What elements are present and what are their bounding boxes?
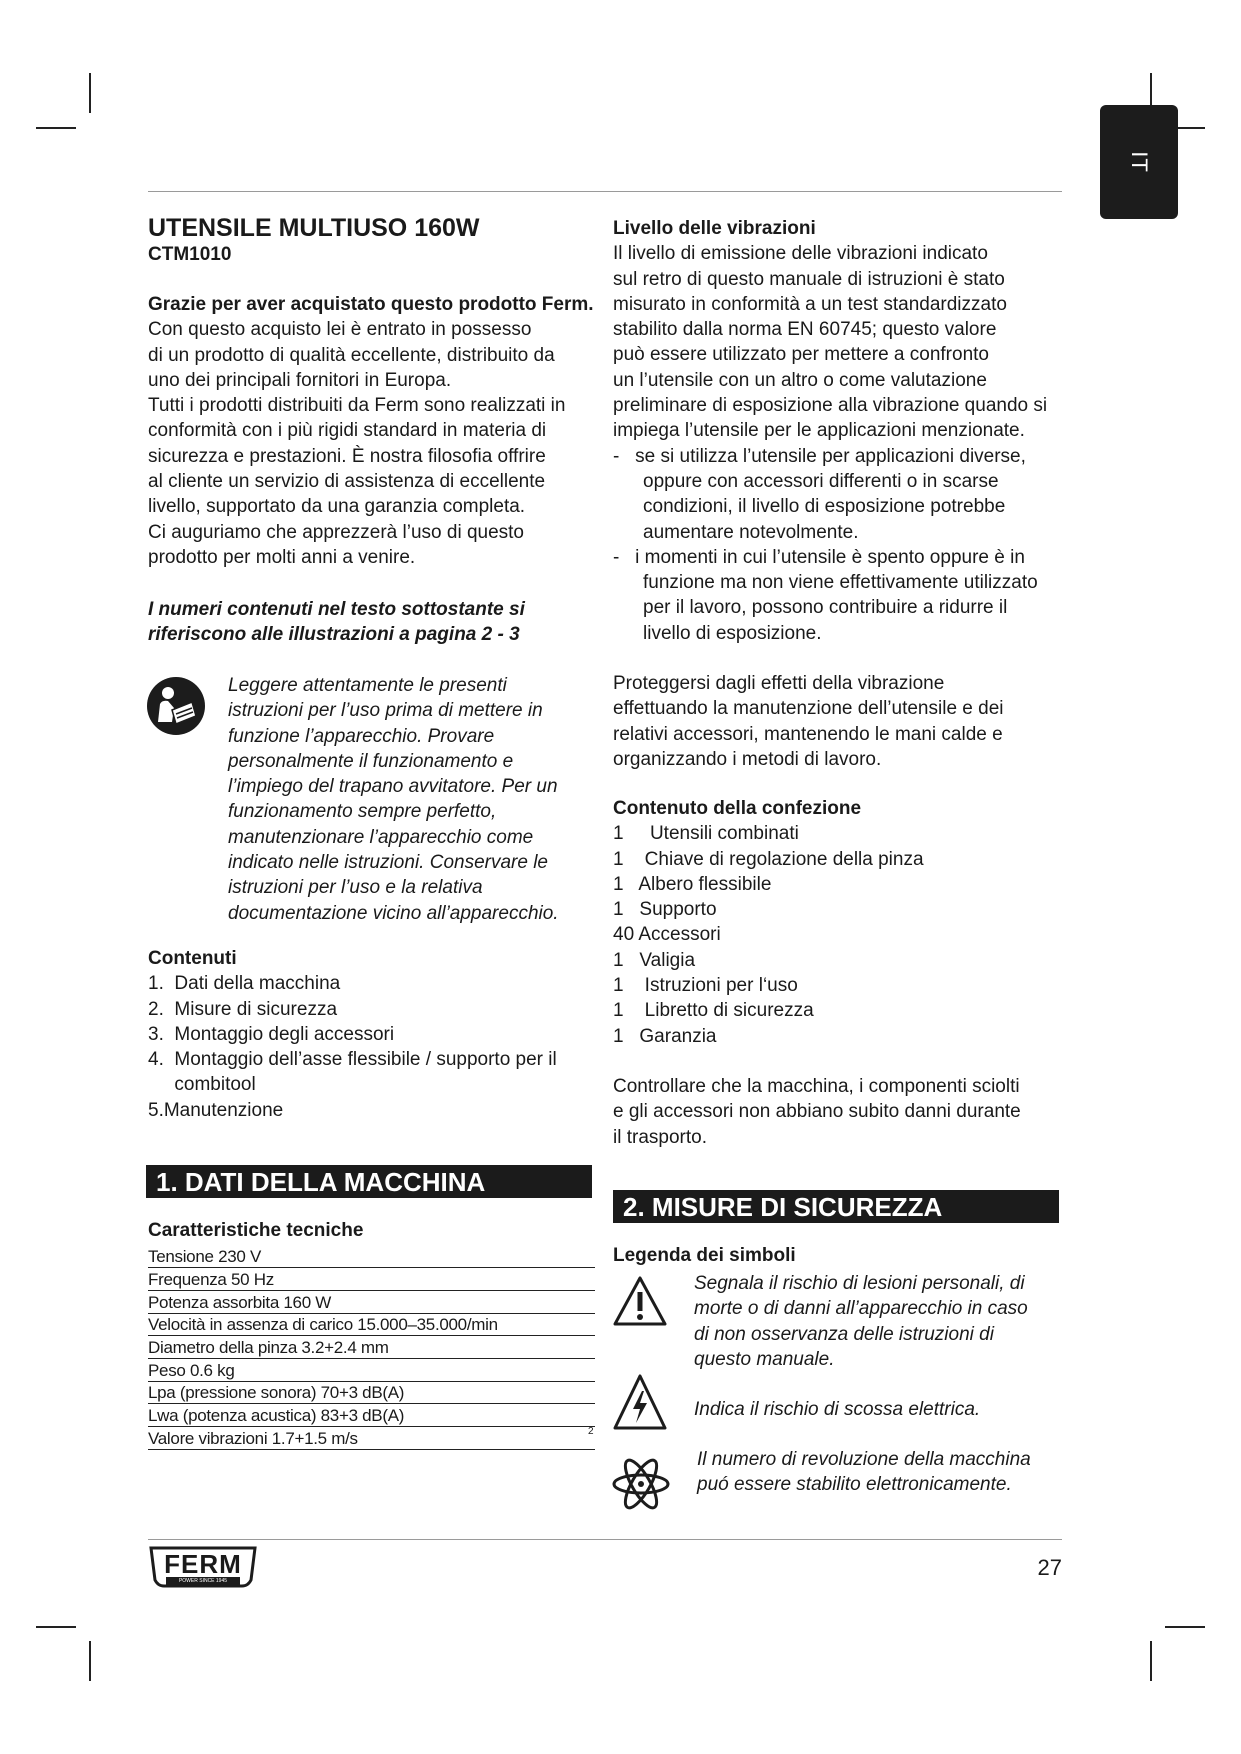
vibration-bullet-line: funzione ma non viene effettivamente utilizzato: [643, 572, 1038, 594]
read-note-line: istruzioni per l’uso prima di mettere in: [228, 700, 543, 722]
read-note-line: Leggere attentamente le presenti: [228, 675, 507, 696]
protect-line: Proteggersi dagli effetti della vibrazione: [613, 673, 945, 694]
symbol-3-line: puó essere stabilito elettronicamente.: [697, 1474, 1012, 1496]
read-note-line: documentazione vicino all’apparecchio.: [228, 902, 559, 924]
intro-line: livello, supportato da una garanzia completa.: [148, 496, 526, 518]
spec-row: Peso 0.6 kg: [148, 1360, 595, 1382]
page-number: 27: [1037, 1555, 1062, 1580]
package-item: 1 Chiave di regolazione della pinza: [613, 848, 924, 870]
contents-item: combitool: [148, 1074, 256, 1096]
vibration-bullet-line: livello di esposizione.: [643, 622, 822, 644]
symbol-3-text: [697, 1447, 1077, 1498]
check-line: Controllare che la macchina, i componenti sciolti: [613, 1076, 1020, 1097]
symbol-1-line: di non osservanza delle istruzioni di: [694, 1323, 994, 1345]
contents-item: 4. Montaggio dell’asse flessibile / supporto per il: [148, 1049, 557, 1071]
vibration-line: misurato in conformità a un test standardizzato: [613, 293, 1007, 315]
check-line: il trasporto.: [613, 1126, 707, 1148]
numbers-note-line: riferiscono alle illustrazioni a pagina 2 - 3: [148, 624, 520, 646]
read-manual-icon: [146, 676, 206, 736]
check-block: [613, 1074, 1073, 1150]
read-note-line: l’impiego del trapano avvitatore. Per un: [228, 776, 558, 798]
vibration-line: sul retro di questo manuale di istruzioni è stato: [613, 268, 1005, 290]
intro-line: sicurezza e prestazioni. È nostra filosofia offrire: [148, 445, 546, 467]
vibration-bullet-line: per il lavoro, possono contribuire a ridurre il: [643, 597, 1008, 619]
package-item: 1 Valigia: [613, 949, 696, 971]
spec-row: Potenza assorbita 160 W: [148, 1292, 595, 1314]
vibration-line: stabilito dalla norma EN 60745; questo valore: [613, 319, 997, 341]
legend-heading: Legenda dei simboli: [613, 1245, 796, 1266]
protect-line: effettuando la manutenzione dell’utensile e dei: [613, 698, 1004, 720]
read-note-line: manutenzionare l’apparecchio come: [228, 826, 534, 848]
section-1-heading: 1. DATI DELLA MACCHINA: [146, 1165, 592, 1198]
spec-row: Lwa (potenza acustica) 83+3 dB(A): [148, 1405, 595, 1427]
spec-row: Velocità in assenza di carico 15.000–35.000/min: [148, 1314, 595, 1336]
protect-line: organizzando i metodi di lavoro.: [613, 748, 882, 770]
intro-line: Tutti i prodotti distribuiti da Ferm sono realizzati in: [148, 395, 566, 417]
symbol-1-line: questo manuale.: [694, 1348, 835, 1370]
thanks-line: Grazie per aver acquistato questo prodotto Ferm.: [148, 294, 594, 315]
read-note-line: indicato nelle istruzioni. Conservare le: [228, 852, 548, 874]
package-item: 1 Istruzioni per l‘uso: [613, 975, 798, 997]
vibration-line: preliminare di esposizione alla vibrazione quando si: [613, 395, 1048, 417]
vibration-line: Il livello di emissione delle vibrazioni indicato: [613, 243, 988, 265]
package-item: 40 Accessori: [613, 924, 721, 946]
package-item: 1 Albero flessibile: [613, 873, 772, 895]
spec-row: Frequenza 50 Hz: [148, 1269, 595, 1291]
spec-row: Valore vibrazioni 1.7+1.5 m/s: [148, 1428, 595, 1450]
ferm-logo-text: FERM: [164, 1549, 242, 1579]
vibration-bullet-line: aumentare notevolmente.: [643, 521, 859, 543]
read-note-line: funzione l’apparecchio. Provare: [228, 725, 495, 747]
numbers-note: [148, 597, 608, 648]
language-tab-label: IT: [1127, 151, 1152, 173]
crop-mark: [36, 1626, 76, 1628]
spec-superscript: 2: [588, 1426, 594, 1437]
symbol-1-line: morte o di danni all’apparecchio in caso: [694, 1298, 1028, 1320]
protect-block: [613, 671, 1073, 772]
ferm-logo: [148, 1544, 258, 1591]
read-note-line: personalmente il funzionamento e: [228, 750, 514, 772]
package-item: 1 Utensili combinati: [613, 823, 799, 845]
model-number: CTM1010: [148, 244, 232, 265]
intro-line: Con questo acquisto lei è entrato in possesso: [148, 319, 532, 341]
vibration-heading: Livello delle vibrazioni: [613, 218, 816, 239]
footer-rule: [148, 1539, 1062, 1540]
intro-line: al cliente un servizio di assistenza di eccellente: [148, 471, 546, 493]
vibration-bullet-line: oppure con accessori differenti o in scarse: [643, 470, 999, 492]
vibration-line: impiega l’utensile per le applicazioni menzionate.: [613, 420, 1025, 442]
vibration-block: [613, 216, 1073, 646]
section-2-heading: 2. MISURE DI SICUREZZA: [613, 1190, 1059, 1223]
vibration-line: può essere utilizzato per mettere a confronto: [613, 344, 989, 366]
symbol-1-line: Segnala il rischio di lesioni personali, di: [694, 1273, 1025, 1294]
protect-line: relativi accessori, mantenendo le mani calde e: [613, 723, 1003, 745]
header-rule: [148, 191, 1062, 192]
ferm-logo-tagline: POWER SINCE 1945: [178, 1578, 228, 1584]
read-note: [228, 673, 608, 926]
symbol-3-line: Il numero di revoluzione della macchina: [697, 1449, 1031, 1470]
intro-block: [148, 292, 608, 570]
package-item: 1 Supporto: [613, 899, 717, 921]
intro-line: prodotto per molti anni a venire.: [148, 546, 416, 568]
intro-line: uno dei principali fornitori in Europa.: [148, 369, 452, 391]
package-item: 1 Libretto di sicurezza: [613, 1000, 814, 1022]
specs-heading: Caratteristiche tecniche: [148, 1220, 364, 1241]
symbol-2-text: Indica il rischio di scossa elettrica.: [694, 1399, 981, 1420]
spec-row: Lpa (pressione sonora) 70+3 dB(A): [148, 1382, 595, 1404]
crop-mark: [89, 73, 91, 113]
spec-row: Tensione 230 V: [148, 1246, 595, 1268]
electronic-speed-icon: [611, 1456, 671, 1512]
symbol-1-text: [694, 1271, 1074, 1372]
spec-row: Diametro della pinza 3.2+2.4 mm: [148, 1337, 595, 1359]
product-title: UTENSILE MULTIUSO 160W: [148, 214, 480, 242]
crop-mark: [36, 127, 76, 129]
intro-line: conformità con i più rigidi standard in materia di: [148, 420, 547, 442]
vibration-line: un l’utensile con un altro o come valutazione: [613, 369, 987, 391]
contents-item: 5.Manutenzione: [148, 1099, 284, 1121]
contents-block: [148, 946, 608, 1123]
warning-icon: [612, 1275, 668, 1327]
contents-item: 3. Montaggio degli accessori: [148, 1023, 395, 1045]
read-note-line: istruzioni per l’uso e la relativa: [228, 877, 483, 899]
intro-line: Ci auguriamo che apprezzerà l’uso di questo: [148, 521, 524, 543]
crop-mark: [1165, 1626, 1205, 1628]
check-line: e gli accessori non abbiano subito danni durante: [613, 1101, 1021, 1123]
crop-mark: [89, 1641, 91, 1681]
vibration-bullet: - se si utilizza l’utensile per applicazioni diverse,: [613, 445, 1026, 467]
contents-heading: Contenuti: [148, 948, 237, 969]
read-note-line: funzionamento sempre perfetto,: [228, 801, 497, 823]
electric-shock-icon: [612, 1373, 668, 1431]
contents-item: 2. Misure di sicurezza: [148, 998, 338, 1020]
crop-mark: [1150, 1641, 1152, 1681]
numbers-note-line: I numeri contenuti nel testo sottostante si: [148, 599, 525, 620]
package-heading: Contenuto della confezione: [613, 798, 862, 819]
package-contents-block: [613, 796, 1073, 1049]
left-column: [148, 214, 598, 267]
vibration-bullet-line: condizioni, il livello di esposizione potrebbe: [643, 496, 1006, 518]
language-tab: [1100, 105, 1178, 219]
contents-item: 1. Dati della macchina: [148, 973, 341, 995]
package-item: 1 Garanzia: [613, 1025, 717, 1047]
intro-line: di un prodotto di qualità eccellente, distribuito da: [148, 344, 555, 366]
vibration-bullet: - i momenti in cui l’utensile è spento oppure è in: [613, 546, 1025, 568]
